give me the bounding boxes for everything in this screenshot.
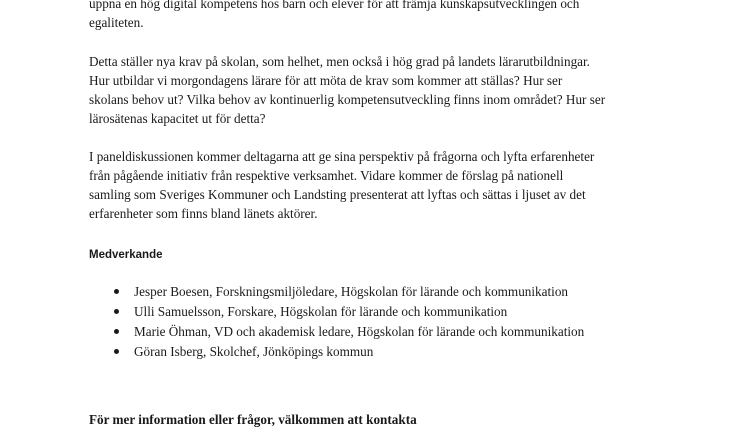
paragraph-line: skolans behov ut? Vilka behov av kontinuerlig kompetensutveckling finns inom området? Hur ser	[89, 92, 606, 107]
participants-list	[114, 282, 584, 362]
participant-text: Göran Isberg, Skolchef, Jönköpings kommun	[134, 344, 374, 359]
participant-item	[114, 302, 584, 322]
paragraph-line: uppna en hög digital kompetens hos barn och elever för att främja kunskapsutvecklingen och	[89, 0, 580, 11]
paragraph-line: egaliteten.	[89, 15, 144, 30]
participant-item	[114, 282, 584, 302]
requirements-paragraph	[89, 52, 689, 128]
participant-item	[114, 342, 584, 362]
participant-text: Ulli Samuelsson, Forskare, Högskolan för lärande och kommunikation	[134, 304, 508, 319]
intro-paragraph-end	[89, 0, 689, 32]
paragraph-line: Hur utbildar vi morgondagens lärare för att möta de krav som kommer att ställas? Hur ser	[89, 73, 563, 88]
paragraph-line: från pågående initiativ från respektive verksamhet. Vidare kommer de förslag på nationell	[89, 168, 564, 183]
bullet-icon	[114, 289, 119, 294]
participants-heading: Medverkande	[89, 249, 163, 261]
participant-text: Jesper Boesen, Forskningsmiljöledare, Högskolan för lärande och kommunikation	[134, 284, 569, 299]
panel-discussion-paragraph	[89, 147, 689, 223]
paragraph-line: I paneldiskussionen kommer deltagarna att ge sina perspektiv på frågorna och lyfta erfarenheter	[89, 149, 595, 164]
participant-item	[114, 322, 584, 342]
participant-text: Marie Öhman, VD och akademisk ledare, Högskolan för lärande och kommunikation	[134, 324, 585, 339]
bullet-icon	[114, 329, 119, 334]
paragraph-line: lärosätenas kapacitet ut för detta?	[89, 111, 266, 126]
bullet-icon	[114, 349, 119, 354]
paragraph-line: samling som Sveriges Kommuner och Landsting presenterat att lyftas och sättas i ljuset av det	[89, 187, 586, 202]
paragraph-line: Detta ställer nya krav på skolan, som helhet, men också i hög grad på landets lärarutbildningar.	[89, 54, 590, 69]
contact-heading-partial: För mer information eller frågor, välkommen att kontakta	[89, 412, 417, 427]
bullet-icon	[114, 309, 119, 314]
paragraph-line: erfarenheter som finns bland länets aktörer.	[89, 206, 318, 221]
